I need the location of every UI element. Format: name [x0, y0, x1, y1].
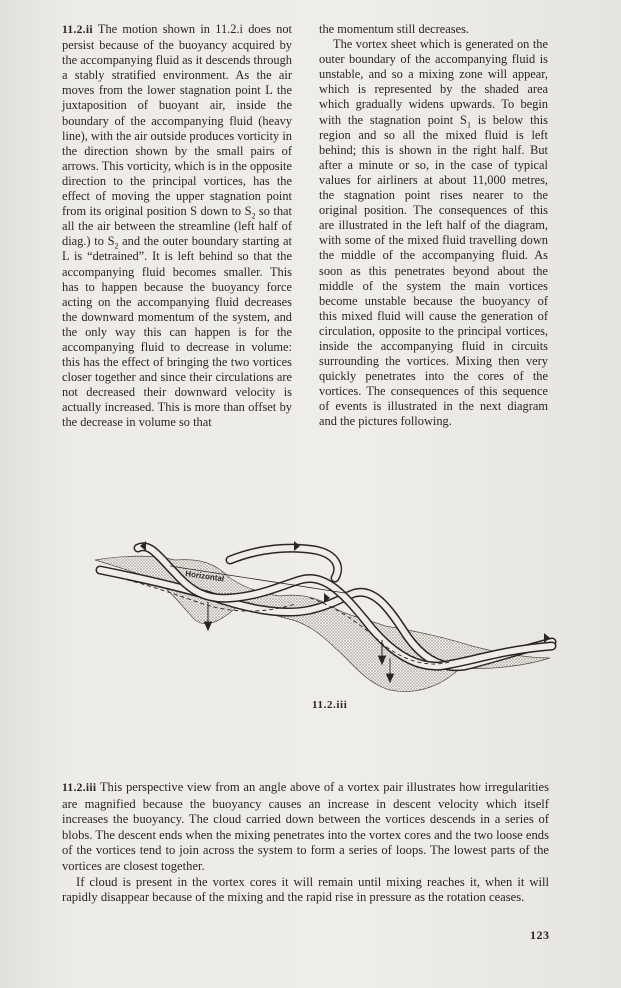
subscript: 2 — [251, 211, 256, 221]
left-text-column — [62, 22, 292, 431]
subscript: 1 — [466, 120, 471, 130]
text-run: is below this region and so all the mixed fluid is left behind; this is shown in the right half. But after a minute or so, in the case of typical values for airliners at about 11,000 metres, the stagnation point rises nearer to the original position. The consequences of this are illustrated in the left half of the diagram, with some of the mixed fluid travelling down the middle of the accompanying fluid. As soon as this penetrates beyond about the middle of the system the main vortices become unstable because the buoyancy of this mixed fluid will cause the generation of circulation, opposite to the principal vortices, inside the accompanying fluid in circuits surrounding the vortices. Mixing then very quickly penetrates into the cores of the vortices. The consequences of this sequence of events is illustrated in the next diagram and the pictures following. — [319, 112, 548, 429]
vortex-pair-diagram — [80, 538, 560, 713]
section-ref: 11.2.ii — [62, 24, 93, 36]
horizontal-label: Horizontal — [184, 569, 225, 584]
paragraph-vortex-sheet — [319, 37, 548, 429]
right-text-column — [319, 22, 548, 430]
figure-label: 11.2.iii — [312, 699, 348, 711]
upper-loop — [230, 548, 338, 578]
page-number: 123 — [530, 928, 550, 942]
text-run: and the outer boundary starting at L is “detrained”. It is left behind so that the accompanying fluid becomes smaller. This has to happen because the buoyancy force acting on the accompanying fluid decreases the downward momentum of the system, and the only way this can happen is for the accompanying fluid to decrease in volume: this has the effect of bringing the two vortices closer together and since their circulations are not decreased their downward velocity is actually increased. This is more than offset by the decrease in volume so that — [62, 234, 292, 430]
caption-paragraph-2: If cloud is present in the vortex cores it will remain until mixing reaches it, when it will rapidly disappear because of the mixing and the rapid rise in pressure as the rotation ceases. — [62, 874, 549, 905]
subscript: 2 — [114, 241, 119, 251]
text-run: The vortex sheet which is generated on the outer boundary of the accompanying fluid is unstable, and so a mixing zone will appear, which is represented by the shaded area which gradually widens upwards. To begin with the stagnation point S — [319, 37, 548, 127]
paragraph-continuation: the momentum still decreases. — [319, 22, 470, 36]
figure-caption — [62, 780, 549, 906]
text-run: so that all the air between the streamline (left half of diag.) to S — [62, 204, 292, 249]
text-run: This perspective view from an angle above of a vortex pair illustrates how irregularities are magnified because the buoyancy causes an increase in descent velocity which itself increases the buoyancy. The cloud carried down between the vortices descends in a series of blobs. The descent ends when the mixing penetrates into the vortex cores and the two loose ends of the vortices tend to join across the system to form a series of loops. The lowest parts of the vortices are closest together. — [62, 780, 549, 873]
text-run: The motion shown in 11.2.i does not persist because of the buoyancy acquired by the accompanying fluid as it descends through a stably stratified environment. As the air moves from the lower stagnation point L the juxtaposition of buoyant air, inside the boundary of the accompanying fluid (heavy line), with the air outside produces vorticity in the direction shown by the small pairs of arrows. This vorticity, which is in the opposite direction to the principal vortices, has the effect of moving the upper stagnation point from its original position S down to S — [62, 22, 292, 219]
caption-paragraph-1 — [62, 780, 549, 875]
caption-ref: 11.2.iii — [62, 782, 97, 794]
paragraph-11-2-ii — [62, 22, 292, 431]
